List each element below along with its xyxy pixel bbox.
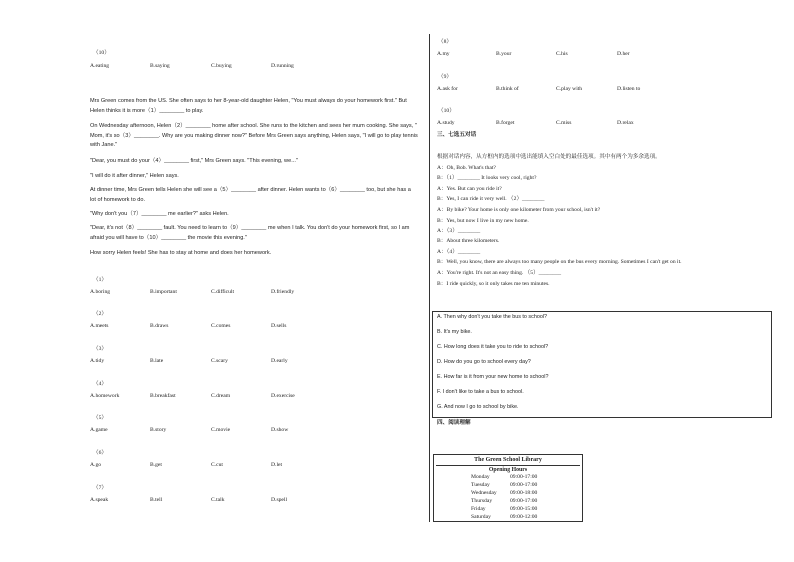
question-number: （10）: [438, 108, 455, 114]
option-c[interactable]: C.his: [556, 51, 568, 57]
hours-day: Saturday: [471, 514, 491, 520]
box-option-f: F. I don't like to take a bus to school.: [437, 389, 524, 395]
option-a[interactable]: A.speak: [90, 497, 109, 503]
library-subtitle: Opening Hours: [488, 467, 528, 473]
dialogue-line: A：（3）________: [437, 228, 481, 234]
section-title: 三、七选五对话: [437, 132, 477, 138]
hours-time: 09:00-12:00: [510, 514, 538, 520]
hours-time: 09:00-17:00: [510, 482, 538, 488]
hours-time: 09:00-18:00: [510, 490, 538, 496]
option-b[interactable]: B.important: [150, 289, 177, 295]
option-c[interactable]: C.dream: [211, 393, 231, 399]
passage-paragraph: "Why don't you（7）________ me earlier?" asks Helen.: [90, 211, 229, 217]
hours-time: 09:00-17:00: [510, 498, 538, 504]
dialogue-line: A：Oh, Bob. What's that?: [437, 165, 496, 171]
dialogue-line: B：Well, you know, there are always too many people on the bus every morning. Sometimes I can't get on it.: [437, 259, 682, 265]
dialogue-line: A：Yes. But can you ride it?: [437, 186, 502, 192]
passage-paragraph: Mrs Green comes from the US. She often says to her 8-year-old daughter Helen, "You must always do your homework first." But Helen thinks it is more（1）________ to play.: [90, 98, 407, 114]
option-c[interactable]: C.scary: [211, 358, 228, 364]
question-number: （2）: [93, 311, 107, 317]
option-a[interactable]: A.game: [90, 427, 108, 433]
dialogue-line: B：Yes, I can ride it very well. （2）________: [437, 196, 545, 202]
question-number: （6）: [93, 450, 107, 456]
option-b[interactable]: B.late: [150, 358, 164, 364]
option-d[interactable]: D.spell: [271, 497, 288, 503]
option-a[interactable]: A.ask for: [437, 86, 458, 92]
option-d[interactable]: D.friendly: [271, 289, 295, 295]
question-number: （9）: [438, 74, 452, 80]
option-d[interactable]: D.listen to: [617, 86, 641, 92]
option-a[interactable]: A.study: [437, 120, 455, 126]
column-divider: [429, 34, 430, 522]
option-c[interactable]: C.play with: [556, 86, 583, 92]
option-d[interactable]: D.sells: [271, 323, 287, 329]
passage-paragraph: On Wednesday afternoon, Helen（2）________ home after school. She runs to the kitchen and sees her mum cooking. She says, " Mom, it's so（3）________. Why are you making dinner now?" Before Mrs Green says anything, Helen says, "I will go to play tennis with Jane.": [90, 123, 418, 149]
option-b[interactable]: B.think of: [496, 86, 519, 92]
option-a[interactable]: A.homework: [90, 393, 120, 399]
dialogue-line: A：You're right. It's not an easy thing. （5）________: [437, 270, 562, 276]
question-number: （8）: [438, 39, 452, 45]
question-number: （10）: [93, 50, 110, 56]
option-a[interactable]: A.tidy: [90, 358, 105, 364]
option-b[interactable]: B.story: [150, 427, 167, 433]
dialogue-line: B：About three kilometers.: [437, 238, 500, 244]
option-c[interactable]: C.cut: [211, 462, 223, 468]
library-rule: [436, 465, 580, 466]
option-d[interactable]: D.running: [271, 63, 294, 69]
hours-day: Monday: [471, 474, 490, 480]
library-notice: [433, 454, 583, 522]
option-d[interactable]: D.early: [271, 358, 288, 364]
option-d[interactable]: D.let: [271, 462, 283, 468]
option-b[interactable]: B.saying: [150, 63, 170, 69]
option-a[interactable]: A.meets: [90, 323, 109, 329]
box-option-c: C. How long does it take you to ride to school?: [437, 344, 549, 350]
question-number: （7）: [93, 485, 107, 491]
option-c[interactable]: C.miss: [556, 120, 572, 126]
dialogue-line: B：Yes, but now I live in my new home.: [437, 218, 529, 224]
option-c[interactable]: C.movie: [211, 427, 231, 433]
box-option-e: E. How far is it from your new home to school?: [437, 374, 549, 380]
option-d[interactable]: D.relax: [617, 120, 634, 126]
option-b[interactable]: B.breakfast: [150, 393, 176, 399]
passage-paragraph: At dinner time, Mrs Green tells Helen she will see a（5）________ after dinner. Helen wants to（6）________ too, but she has a lot of homework to do.: [90, 187, 411, 203]
passage-paragraph: "Dear, it's not（8）________ fault. You need to learn to（9）________ me when I talk. You don't do your homework first, so I am afraid you will have to（10）________ the movie this evening.": [90, 225, 410, 241]
option-b[interactable]: B.your: [496, 51, 512, 57]
option-d[interactable]: D.show: [271, 427, 289, 433]
option-a[interactable]: A.my: [437, 51, 450, 57]
option-b[interactable]: B.forget: [496, 120, 515, 126]
passage-paragraph: "Dear, you must do your（4）________ first," Mrs Green says. "This evening, we...": [90, 158, 298, 164]
hours-day: Friday: [471, 506, 486, 512]
hours-day: Tuesday: [471, 482, 490, 488]
hours-day: Wednesday: [471, 490, 497, 496]
section-instruction: 根据对话内容，从方框内的选项中选出能填入空白处的最佳选项。其中有两个为多余选项。: [437, 154, 661, 160]
dialogue-line: A：（4）________: [437, 249, 481, 255]
dialogue-line: B：（1）________ It looks very cool, right?: [437, 175, 537, 181]
option-c[interactable]: C.comes: [211, 323, 231, 329]
box-option-g: G. And now I go to school by bike.: [437, 404, 519, 410]
hours-time: 09:00-15:00: [510, 506, 538, 512]
option-a[interactable]: A.eating: [90, 63, 110, 69]
option-b[interactable]: B.draws: [150, 323, 169, 329]
hours-time: 09:00-17:00: [510, 474, 538, 480]
passage-paragraph: "I will do it after dinner," Helen says.: [90, 173, 179, 179]
question-number: （1）: [93, 277, 107, 283]
box-option-d: D. How do you go to school every day?: [437, 359, 531, 365]
box-option-b: B. It's my bike.: [437, 329, 472, 335]
passage-paragraph: How sorry Helen feels! She has to stay at home and does her homework.: [90, 250, 272, 256]
option-c[interactable]: C.difficult: [211, 289, 235, 295]
option-c[interactable]: C.buying: [211, 63, 232, 69]
option-d[interactable]: D.exercise: [271, 393, 295, 399]
hours-day: Thursday: [471, 498, 493, 504]
option-c[interactable]: C.talk: [211, 497, 225, 503]
dialogue-line: B：I ride quickly, so it only takes me ten minutes.: [437, 281, 550, 287]
option-a[interactable]: A.go: [90, 462, 102, 468]
option-b[interactable]: B.get: [150, 462, 162, 468]
option-b[interactable]: B.tell: [150, 497, 163, 503]
box-option-a: A. Then why don't you take the bus to school?: [437, 314, 548, 320]
option-a[interactable]: A.boring: [90, 289, 111, 295]
library-title: The Green School Library: [474, 457, 542, 463]
option-d[interactable]: D.her: [617, 51, 630, 57]
options-box: [432, 311, 772, 418]
question-number: （5）: [93, 415, 107, 421]
question-number: （3）: [93, 346, 107, 352]
question-number: （4）: [93, 381, 107, 387]
dialogue-line: A：By bike? Your home is only one kilometer from your school, isn't it?: [437, 207, 601, 213]
section-title: 四、阅读理解: [437, 420, 471, 426]
